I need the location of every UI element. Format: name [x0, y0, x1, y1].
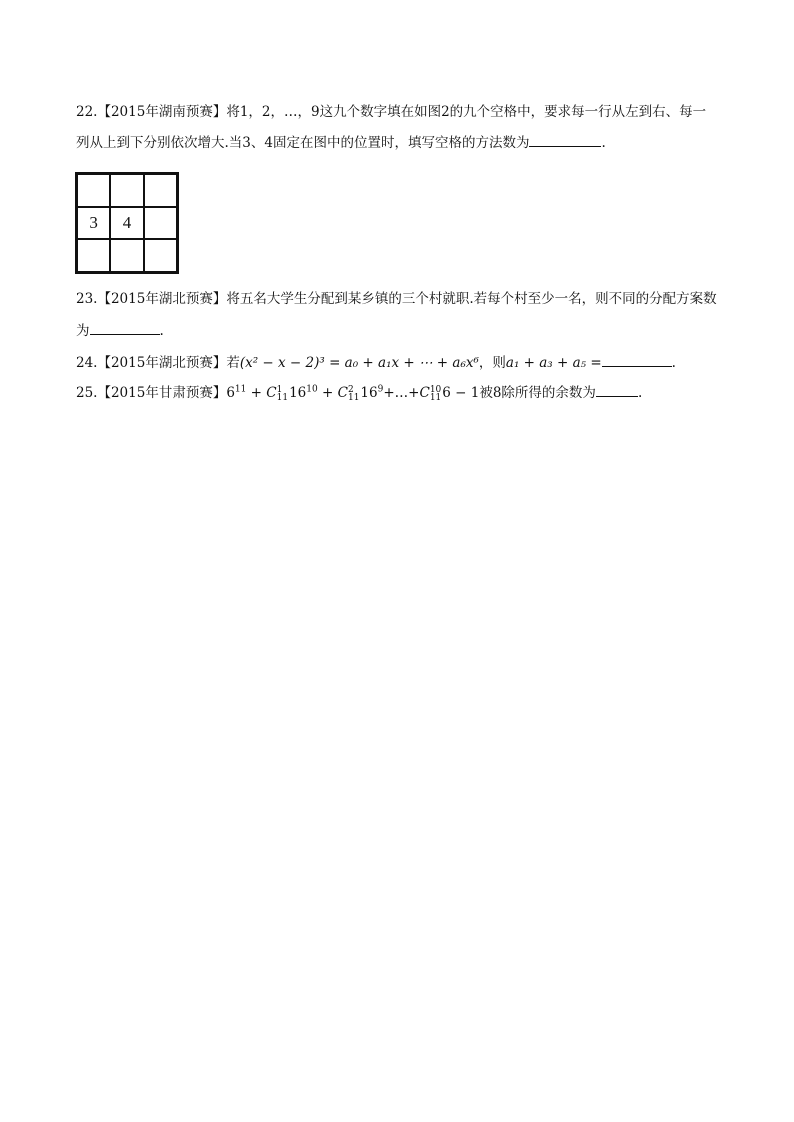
q24-end: . — [671, 355, 676, 371]
q23-line-2-text: 为 — [76, 323, 90, 339]
q25-binom-2-sup: 2 — [347, 384, 354, 395]
q25-prefix: 25.【2015年甘肃预赛】 — [76, 385, 227, 401]
q23-answer-blank[interactable] — [90, 320, 160, 335]
q25-binom-3-indices — [430, 386, 441, 402]
question-25 — [76, 382, 642, 403]
q25-binom-1-sup: 1 — [276, 384, 283, 395]
q25-binom-3-sub: 11 — [429, 392, 442, 403]
q25-term-2: 16 — [289, 385, 307, 401]
question-24 — [76, 352, 676, 373]
q25-binom-1-indices — [277, 386, 288, 402]
q25-binom-c: C — [266, 385, 277, 401]
grid-cell-4: 4 — [110, 207, 143, 240]
grid-cell — [144, 174, 177, 207]
q25-dots: +…+ — [383, 385, 420, 401]
q24-mid: ，则 — [478, 355, 506, 371]
q22-line-2-text: 列从上到下分别依次增大.当3、4固定在图中的位置时，填写空格的方法数为 — [76, 135, 530, 151]
q22-end: . — [601, 135, 606, 151]
q25-term-3: 16 — [360, 385, 378, 401]
q25-plus: + — [246, 385, 267, 401]
q25-suffix: 被8除所得的余数为 — [479, 385, 596, 401]
q25-binom-2-sub: 11 — [347, 392, 360, 403]
q25-term-4: 6 − 1 — [442, 385, 480, 401]
grid-cell — [144, 207, 177, 240]
q24-prefix: 24.【2015年湖北预赛】若 — [76, 355, 240, 371]
q25-binom-2-indices — [348, 386, 359, 402]
q25-binom-1-sub: 11 — [276, 392, 289, 403]
q22-line-1: 22.【2015年湖南预赛】将1，2，…，9这九个数字填在如图2的九个空格中，要求每一行从左到右、每一 — [76, 104, 707, 120]
grid-cell — [77, 239, 110, 272]
q25-end: . — [637, 385, 643, 401]
q22-answer-blank[interactable] — [529, 132, 601, 147]
q22-line-2 — [76, 132, 606, 153]
q25-plus-2: + — [317, 385, 338, 401]
q25-term-2-exp: 10 — [306, 384, 318, 395]
q25-binom-c-2: C — [337, 385, 348, 401]
grid-cell — [110, 174, 143, 207]
q24-expression: (x² − x − 2)³ = a₀ + a₁x + ⋯ + a₆x⁶ — [239, 355, 479, 371]
q25-binom-3-sup: 10 — [429, 384, 442, 395]
grid-cell — [110, 239, 143, 272]
q25-term-1-exp: 11 — [234, 384, 247, 395]
grid-cell-3: 3 — [77, 207, 110, 240]
q25-binom-c-3: C — [419, 385, 430, 401]
grid-cell — [144, 239, 177, 272]
q25-term-3-exp: 9 — [377, 384, 384, 395]
q23-line-1: 23.【2015年湖北预赛】将五名大学生分配到某乡镇的三个村就职.若每个村至少一名，则不同的分配方案数 — [76, 291, 717, 307]
q24-answer-blank[interactable] — [602, 352, 672, 367]
q23-end: . — [159, 323, 164, 339]
q25-answer-blank[interactable] — [596, 382, 638, 397]
grid-cell — [77, 174, 110, 207]
figure-2-grid — [75, 172, 179, 274]
q24-expression-2: a₁ + a₃ + a₅ = — [505, 355, 602, 371]
q25-term-1: 6 — [226, 385, 235, 401]
q23-line-2 — [76, 320, 164, 341]
